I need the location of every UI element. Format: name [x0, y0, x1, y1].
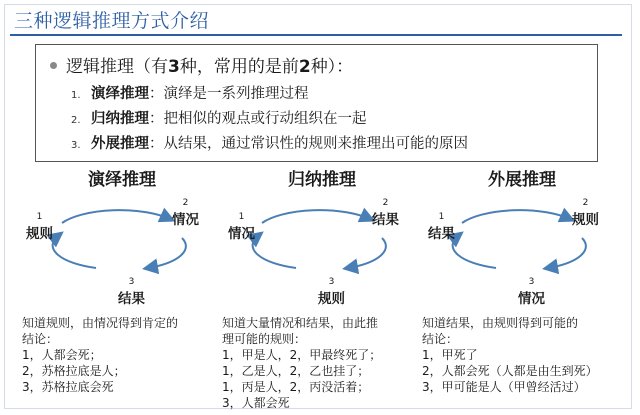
induction-column [222, 165, 422, 410]
title-rule [10, 34, 622, 36]
node-1: 1 情况 [228, 212, 255, 242]
cycle-arrow-left [453, 235, 496, 268]
deduction-column [22, 165, 222, 405]
abduction-column [422, 165, 622, 405]
induction-title: 归纳推理 [288, 170, 356, 190]
summary-item-deduction: 1. 演绎推理：演绎是一系列推理过程 [71, 86, 309, 102]
abduction-note: 知道结果，由规则得到可能的 结论： 1，甲死了 2，人都会死（人都是由生到死） 3，甲可能是人（甲曾经活过） [422, 316, 598, 394]
summary-heading: 逻辑推理（有3种，常用的是前2种）： [50, 52, 353, 77]
node-2: 2 情况 [172, 198, 199, 228]
cycle-arrow-right [148, 238, 186, 268]
summary-box [35, 44, 598, 162]
deduction-note: 知道规则，由情况得到肯定的 结论： 1，人都会死； 2，苏格拉底是人； 3，苏格拉底会死 [22, 316, 179, 394]
node-3: 3 规则 [318, 277, 345, 307]
deduction-title: 演绎推理 [88, 170, 156, 190]
node-2: 2 结果 [372, 198, 399, 228]
cycle-arrow-left [253, 235, 296, 268]
cycle-arrow-left [53, 235, 96, 268]
bullet-icon [50, 62, 57, 69]
summary-item-induction: 2. 归纳推理：把相似的观点或行动组织在一起 [71, 111, 367, 127]
cycle-arrow-right [548, 238, 586, 268]
cycle-arrow-top [262, 210, 370, 223]
node-3: 3 情况 [518, 277, 545, 307]
induction-note: 知道大量情况和结果，由此推 理可能的规则： 1，甲是人，2，甲最终死了； 1，乙是人，2，乙也挂了； 1，丙是人，2，丙没活着； 3，人都会死 [222, 316, 382, 410]
abduction-title: 外展推理 [488, 170, 556, 190]
node-1: 1 规则 [26, 212, 53, 242]
cycle-arrow-top [462, 210, 570, 223]
summary-item-abduction: 3. 外展推理：从结果，通过常识性的规则来推理出可能的原因 [71, 136, 468, 152]
node-3: 3 结果 [118, 277, 145, 307]
node-2: 2 规则 [572, 198, 599, 228]
cycle-arrow-top [62, 210, 170, 223]
node-1: 1 结果 [428, 212, 455, 242]
cycle-arrow-right [348, 238, 386, 268]
page-title: 三种逻辑推理方式介绍 [14, 10, 210, 32]
